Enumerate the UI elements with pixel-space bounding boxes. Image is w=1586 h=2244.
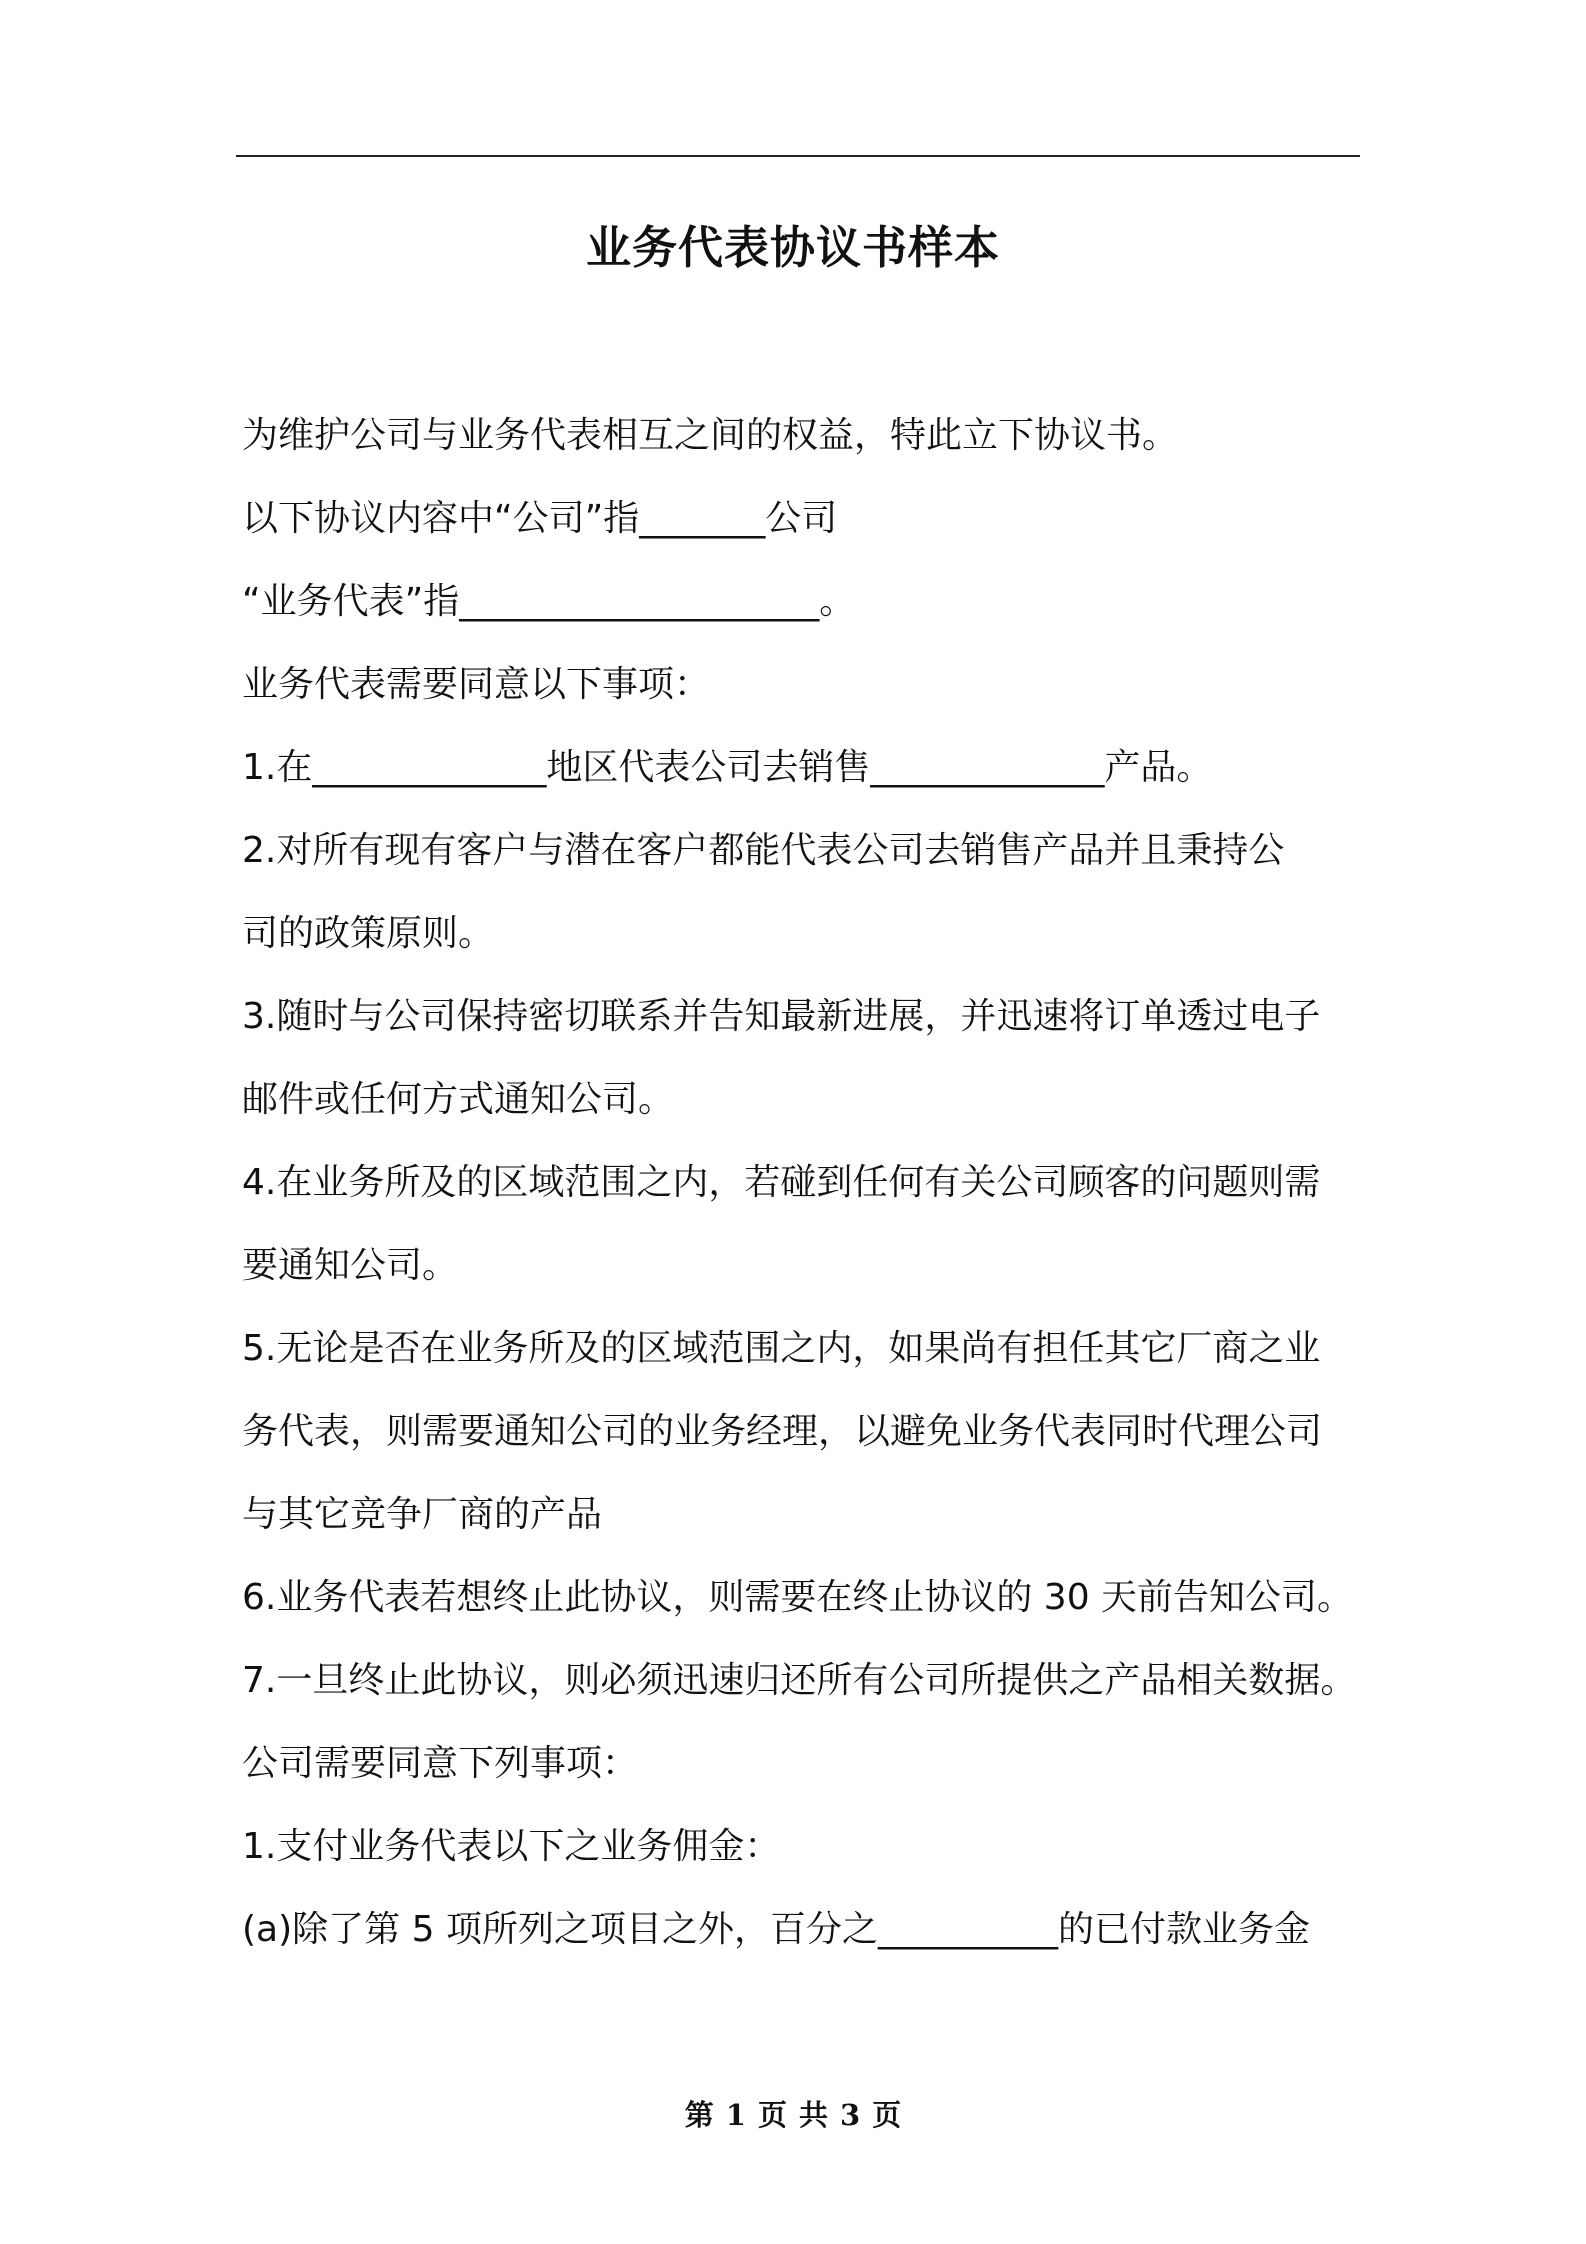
paragraph-line: 为维护公司与业务代表相互之间的权益，特此立下协议书。 bbox=[242, 415, 1179, 456]
footer-label-total: 共 bbox=[799, 2098, 829, 2132]
footer-label-total-unit: 页 bbox=[872, 2098, 902, 2132]
paragraph-line: 3.随时与公司保持密切联系并告知最新进展，并迅速将订单透过电子 bbox=[242, 996, 1321, 1037]
paragraph-line: 务代表，则需要通知公司的业务经理，以避免业务代表同时代理公司 bbox=[242, 1411, 1323, 1452]
footer-label-page: 第 bbox=[684, 2098, 714, 2132]
paragraph-line: 司的政策原则。 bbox=[242, 913, 495, 954]
document-title: 业务代表协议书样本 bbox=[585, 221, 1000, 274]
paragraph-line: 与其它竞争厂商的产品 bbox=[242, 1494, 603, 1535]
paragraph-line: 1.在_____________地区代表公司去销售_____________产品。 bbox=[242, 747, 1213, 788]
paragraph-line: 6.业务代表若想终止此协议，则需要在终止协议的 30 天前告知公司。 bbox=[242, 1577, 1354, 1618]
header-rule bbox=[236, 155, 1360, 157]
footer-label-page-unit: 页 bbox=[757, 2098, 787, 2132]
footer-current-page: 1 bbox=[725, 2098, 746, 2132]
footer-total-pages: 3 bbox=[840, 2098, 861, 2132]
paragraph-line: 要通知公司。 bbox=[242, 1245, 459, 1286]
paragraph-line: (a)除了第 5 项所列之项目之外，百分之__________的已付款业务金 bbox=[242, 1909, 1310, 1950]
paragraph-line: 以下协议内容中“公司”指_______公司 bbox=[242, 498, 838, 539]
paragraph-line: 邮件或任何方式通知公司。 bbox=[242, 1079, 675, 1120]
paragraph-line: 2.对所有现有客户与潜在客户都能代表公司去销售产品并且秉持公 bbox=[242, 830, 1285, 871]
paragraph-line: 1.支付业务代表以下之业务佣金： bbox=[242, 1826, 781, 1867]
paragraph-line: “业务代表”指____________________。 bbox=[242, 581, 856, 622]
paragraph-line: 4.在业务所及的区域范围之内，若碰到任何有关公司顾客的问题则需 bbox=[242, 1162, 1321, 1203]
paragraph-line: 5.无论是否在业务所及的区域范围之内，如果尚有担任其它厂商之业 bbox=[242, 1328, 1321, 1369]
paragraph-line: 7.一旦终止此协议，则必须迅速归还所有公司所提供之产品相关数据。 bbox=[242, 1660, 1357, 1701]
paragraph-line: 业务代表需要同意以下事项： bbox=[242, 664, 711, 705]
paragraph-line: 公司需要同意下列事项： bbox=[242, 1743, 639, 1784]
page-footer bbox=[0, 2095, 1586, 2135]
